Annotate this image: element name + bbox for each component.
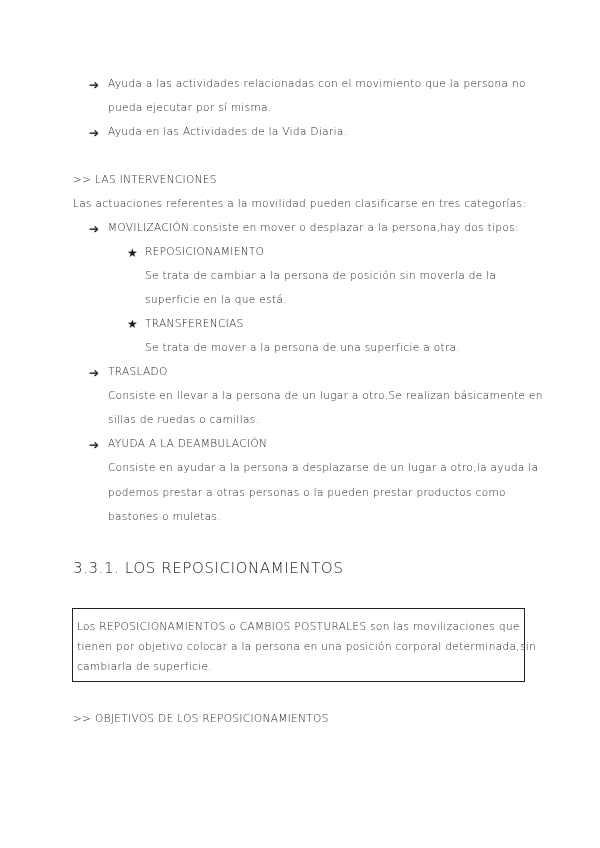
definition-line: tienen por objetivo colocar a la persona en una posición corporal determinada,sin [77,641,537,653]
transfers-desc: Se trata de mover a la persona de una superficie a otra. [145,342,461,354]
bullet-text: Ayuda a las actividades relacionadas con el movimiento que la persona no [108,78,526,90]
repositioning-title: REPOSICIONAMIENTO [145,246,265,258]
arrow-bullet-icon: ➔ [89,366,100,380]
transfers-title: TRANSFERENCIAS [145,318,244,330]
star-bullet-icon: ★ [127,317,138,331]
bullet-text: Ayuda en las Actividades de la Vida Diaria. [108,126,348,138]
arrow-bullet-icon: ➔ [89,222,100,236]
interventions-heading: >> LAS INTERVENCIONES [73,174,217,186]
ambulation-desc: Consiste en ayudar a la persona a desplazarse de un lugar a otro,la ayuda la [108,462,539,474]
objectives-heading: >> OBJETIVOS DE LOS REPOSICIONAMIENTOS [73,713,329,725]
transfer-desc-continued: sillas de ruedas o camillas. [108,414,260,426]
interventions-intro: Las actuaciones referentes a la movilidad pueden clasificarse en tres categorías: [73,198,527,210]
transfer-desc: Consiste en llevar a la persona de un lugar a otro.Se realizan básicamente en [108,390,543,402]
definition-line: Los REPOSICIONAMIENTOS o CAMBIOS POSTURALES son las movilizaciones que [77,621,520,633]
repositioning-desc: Se trata de cambiar a la persona de posición sin moverla de la [145,270,497,282]
repositioning-desc-continued: superficie en la que está. [145,294,287,306]
transfer-title: TRASLADO [108,366,168,378]
section-title: 3.3.1. LOS REPOSICIONAMIENTOS [73,559,344,577]
arrow-bullet-icon: ➔ [89,438,100,452]
arrow-bullet-icon: ➔ [89,126,100,140]
mobilization-label: MOVILIZACIÓN.consiste en mover o desplazar a la persona,hay dos tipos: [108,222,519,234]
arrow-bullet-icon: ➔ [89,78,100,92]
star-bullet-icon: ★ [127,246,138,260]
ambulation-desc-continued: podemos prestar a otras personas o la pueden prestar productos como [108,487,506,499]
definition-line: cambiarla de superficie. [77,661,212,673]
ambulation-title: AYUDA A LA DEAMBULACIÓN [108,438,268,450]
bullet-text-continued: pueda ejecutar por sí misma. [108,102,272,114]
ambulation-desc-continued: bastones o muletas. [108,511,222,523]
